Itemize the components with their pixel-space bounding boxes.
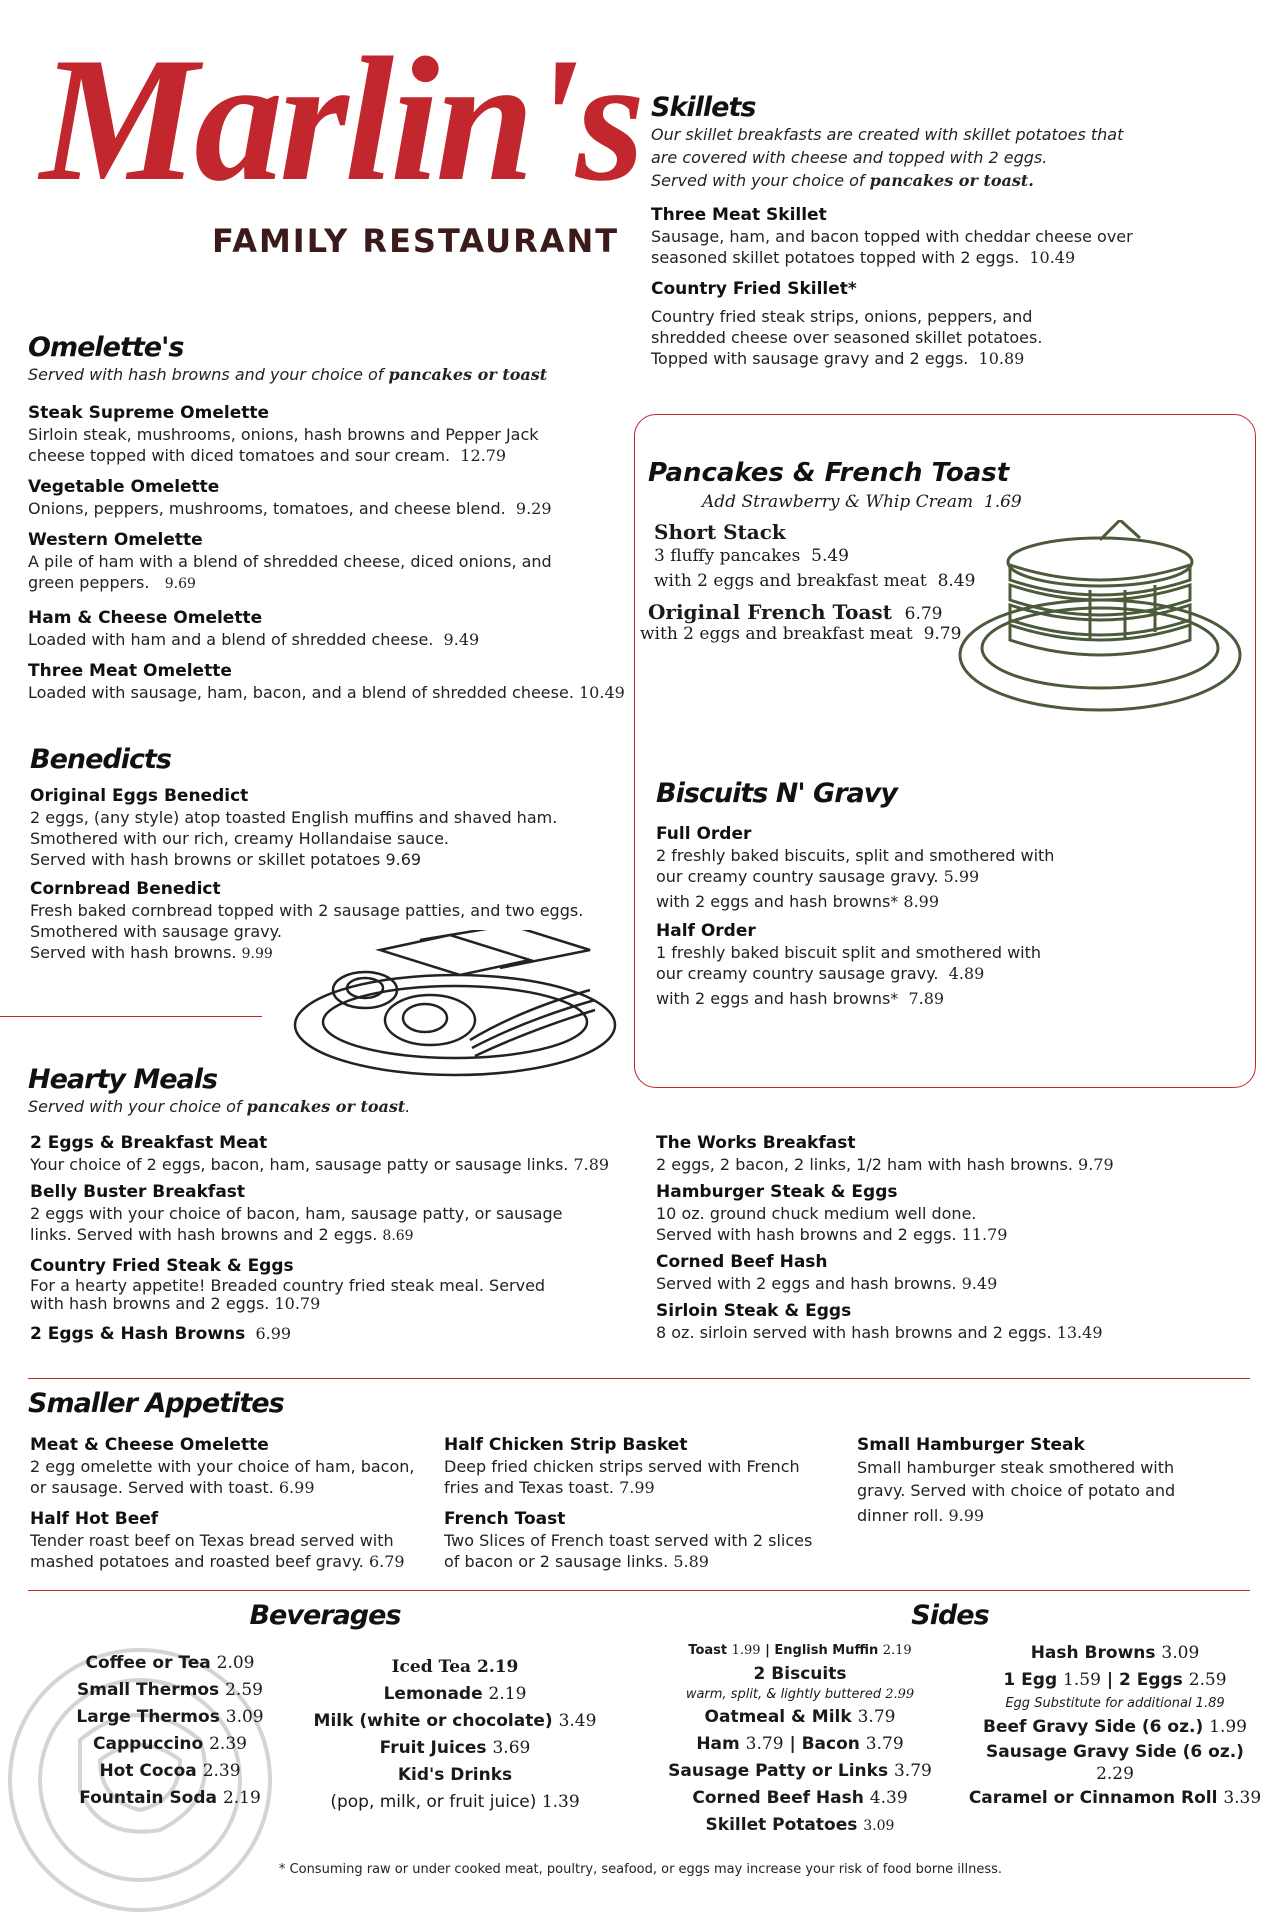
- price: 3.09: [225, 1707, 264, 1727]
- pancakes-note: Add Strawberry & Whip Cream: [702, 492, 974, 512]
- skillets-note: Our skillet breakfasts are created with skillet potatoes that are covered with cheese and topped with 2 eggs. Served with your choice of pancakes or toast.: [651, 125, 1124, 190]
- price: 5.89: [673, 1552, 709, 1571]
- menu-item: Iced Tea 2.19: [391, 1657, 519, 1677]
- price: 1.99: [731, 1643, 761, 1658]
- menu-item: Coffee or Tea 2.09: [85, 1653, 255, 1673]
- footer-disclaimer: * Consuming raw or under cooked meat, poultry, seafood, or eggs may increase your risk of food borne illness.: [278, 1862, 1003, 1877]
- price: 1.39: [541, 1792, 580, 1812]
- biscuits-section: Biscuits N' Gravy Full Order 2 freshly baked biscuits, split and smothered with our creamy country sausage gravy. 5.99 with 2 eggs and hash browns* 8.99 Half Order 1 freshly baked biscuit split and smothered with our creamy country sausage gravy. 4.89 with 2 eggs and hash browns* 7.89: [656, 778, 1236, 1009]
- menu-item: Toast 1.99 | English Muffin 2.19: [688, 1643, 912, 1658]
- omelettes-title: Omelette's: [28, 332, 184, 363]
- menu-item: Beef Gravy Side (6 oz.) 1.99: [982, 1717, 1247, 1737]
- beverages-col-2: [310, 1654, 600, 1816]
- price: 1.99: [1209, 1717, 1247, 1737]
- price: 3.79: [745, 1734, 784, 1754]
- price: 3.69: [492, 1738, 531, 1758]
- sides-col-2: [965, 1640, 1265, 1812]
- menu-item: Small Thermos 2.59: [77, 1680, 263, 1700]
- menu-item-note: warm, split, & lightly buttered 2.99: [685, 1687, 915, 1702]
- price: 2.19: [476, 1657, 519, 1677]
- menu-item-desc: Country fried steak strips, onions, peppers, and shredded cheese over seasoned skillet potatoes. Topped with sausage gravy and 2 eggs. 10.89: [651, 307, 1043, 368]
- menu-item: Cappuccino 2.39: [93, 1734, 247, 1754]
- menu-item: Hash Browns 3.09: [1030, 1643, 1200, 1663]
- pancakes-section: Pancakes & French Toast Add Strawberry & Whip Cream 1.69 Short Stack 3 fluffy pancakes 5.49 with 2 eggs and breakfast meat 8.49 Original French Toast 6.79 with 2 eggs and breakfast meat 9.79: [648, 458, 1048, 644]
- menu-item-name: 2 Eggs & Hash Browns: [30, 1324, 246, 1344]
- hearty-right-column: The Works Breakfast 2 eggs, 2 bacon, 2 links, 1/2 ham with hash browns. 9.79 Hamburger Steak & Eggs 10 oz. ground chuck medium well done. Served with hash browns and 2 eggs. 11.79 Corned Beef Hash Served with 2 eggs and hash browns. 9.49 Sirloin Steak & Eggs 8 oz. sirloin served with hash browns and 2 eggs. 13.49: [656, 1132, 1246, 1343]
- price: 9.99: [948, 1506, 985, 1525]
- menu-item-name: Vegetable Omelette: [28, 477, 220, 497]
- menu-item-name: Full Order: [656, 824, 752, 844]
- omelettes-note: Served with hash browns and your choice of pancakes or toast: [28, 365, 548, 384]
- sides-col-1: [640, 1640, 960, 1840]
- price: 6.99: [255, 1324, 292, 1343]
- divider-hearty: [28, 1378, 1250, 1379]
- menu-item: Fruit Juices 3.69: [379, 1738, 531, 1758]
- price: 2.09: [216, 1653, 255, 1673]
- menu-item: Lemonade 2.19: [383, 1684, 527, 1704]
- short-stack-name: Short Stack: [654, 520, 786, 544]
- menu-item-name: Three Meat Omelette: [28, 661, 232, 681]
- price: 9.69: [385, 850, 422, 869]
- price: 7.99: [619, 1478, 655, 1497]
- menu-item: 2 Biscuits: [753, 1664, 847, 1684]
- menu-item: Fountain Soda 2.19: [79, 1788, 261, 1808]
- price: 9.29: [515, 499, 552, 518]
- menu-item-name: Meat & Cheese Omelette: [30, 1435, 269, 1455]
- price: 9.49: [961, 1274, 998, 1293]
- price: 10.49: [579, 683, 625, 702]
- menu-item-name: Three Meat Skillet: [651, 205, 827, 225]
- beverages-title: Beverages: [249, 1600, 401, 1631]
- price: 9.49: [443, 630, 480, 649]
- price: 10.89: [978, 349, 1025, 368]
- price: 2.39: [202, 1761, 241, 1781]
- price: 2.29: [1096, 1764, 1134, 1784]
- menu-item-name: Corned Beef Hash: [656, 1252, 828, 1272]
- menu-item-name: Original Eggs Benedict: [30, 786, 249, 806]
- omelettes-section: Omelette's Served with hash browns and your choice of pancakes or toast Steak Supreme Omelette Sirloin steak, mushrooms, onions, hash browns and Pepper Jack cheese topped with diced tomatoes and sour cream. 12.79 Vegetable Omelette Onions, peppers, mushrooms, tomatoes, and cheese blend. 9.29 Western Omelette A pile of ham with a blend of shredded cheese, diced onions, and green peppers. 9.69 Ham & Cheese Omelette Loaded with ham and a blend of shredded cheese. 9.49 Three Meat Omelette Loaded with sausage, ham, bacon, and a blend of shredded cheese. 10.49: [28, 332, 638, 703]
- menu-item-name: Belly Buster Breakfast: [30, 1182, 246, 1202]
- divider-left: [0, 1016, 262, 1017]
- price: 9.69: [164, 576, 196, 592]
- price: 3.09: [863, 1818, 895, 1834]
- biscuits-title: Biscuits N' Gravy: [656, 778, 897, 809]
- price: 8.49: [937, 571, 976, 591]
- breakfast-plate-illustration: [290, 930, 630, 1080]
- price: 1.69: [983, 492, 1022, 512]
- menu-item-name: Steak Supreme Omelette: [28, 403, 270, 423]
- price: 6.79: [368, 1552, 405, 1571]
- price: 3.49: [558, 1711, 597, 1731]
- menu-item: Hot Cocoa 2.39: [99, 1761, 241, 1781]
- skillets-title: Skillets: [651, 92, 756, 123]
- price: 2.99: [885, 1687, 915, 1702]
- menu-item: Corned Beef Hash 4.39: [692, 1788, 908, 1808]
- menu-item-name: The Works Breakfast: [656, 1133, 856, 1153]
- menu-item: Oatmeal & Milk 3.79: [704, 1707, 896, 1727]
- price: 2.59: [225, 1680, 263, 1700]
- price: 9.79: [1078, 1155, 1114, 1174]
- price: 2.19: [222, 1788, 261, 1808]
- price: 2.59: [1188, 1670, 1227, 1690]
- menu-item: Caramel or Cinnamon Roll 3.39: [968, 1788, 1262, 1808]
- price: 3.39: [1223, 1788, 1262, 1808]
- sides-title: Sides: [911, 1600, 989, 1631]
- price: 10.49: [1029, 248, 1076, 267]
- divider-smaller: [28, 1590, 1250, 1591]
- price: 1.59: [1063, 1670, 1101, 1690]
- price: 4.39: [869, 1788, 908, 1808]
- smaller-col-2: Half Chicken Strip Basket Deep fried chicken strips served with French fries and Texas toast. 7.99 French Toast Two Slices of French toast served with 2 slices of bacon or 2 sausage links. 5.89: [444, 1434, 854, 1572]
- menu-item: Sausage Patty or Links 3.79: [668, 1761, 932, 1781]
- menu-item-name: Country Fried Skillet*: [651, 279, 857, 299]
- hearty-title: Hearty Meals: [28, 1064, 218, 1095]
- menu-item-name: French Toast: [444, 1509, 566, 1529]
- smaller-title: Smaller Appetites: [28, 1388, 284, 1419]
- menu-item-name: Half Chicken Strip Basket: [444, 1435, 688, 1455]
- price: 9.99: [241, 946, 273, 962]
- price: 9.79: [923, 624, 962, 644]
- price: 8.99: [903, 892, 940, 911]
- price: 13.49: [1056, 1323, 1103, 1342]
- menu-item-name: 2 Eggs & Breakfast Meat: [30, 1133, 268, 1153]
- price: 8.69: [382, 1228, 414, 1244]
- menu-item-note: Egg Substitute for additional 1.89: [1005, 1696, 1225, 1711]
- benedicts-section: Benedicts Original Eggs Benedict 2 eggs, (any style) atop toasted English muffins and shaved ham. Smothered with our rich, creamy Hollandaise sauce. Served with hash browns or skillet potatoes 9.69 Cornbread Benedict Fresh baked cornbread topped with 2 sausage patties, and two eggs. Smothered with sausage gravy. Served with hash browns. 9.99: [30, 744, 640, 965]
- price: 12.79: [460, 446, 507, 465]
- menu-item: Kid's Drinks: [397, 1765, 513, 1785]
- menu-item-name: Sirloin Steak & Eggs: [656, 1301, 852, 1321]
- benedicts-title: Benedicts: [30, 744, 171, 775]
- menu-item-name: Half Hot Beef: [30, 1509, 159, 1529]
- smaller-col-1: Meat & Cheese Omelette 2 egg omelette with your choice of ham, bacon, or sausage. Served with toast. 6.99 Half Hot Beef Tender roast beef on Texas bread served with mashed potatoes and roasted beef gravy. 6.79: [30, 1434, 440, 1572]
- price: 3.79: [857, 1707, 896, 1727]
- price: 4.89: [948, 964, 985, 983]
- price: 6.79: [904, 604, 943, 624]
- beverages-col-1: [60, 1650, 280, 1812]
- menu-item: Milk (white or chocolate) 3.49: [313, 1711, 597, 1731]
- menu-item: Skillet Potatoes 3.09: [705, 1815, 895, 1835]
- menu-item: Sausage Gravy Side (6 oz.) 2.29: [986, 1742, 1244, 1784]
- price: 3.09: [1161, 1643, 1200, 1663]
- price: 7.89: [573, 1155, 610, 1174]
- pancakes-title: Pancakes & French Toast: [648, 458, 1010, 488]
- price: 11.79: [961, 1225, 1008, 1244]
- menu-item-name: Half Order: [656, 921, 756, 941]
- skillets-section: [651, 92, 1211, 369]
- price: 6.99: [278, 1478, 315, 1497]
- menu-item-name: Ham & Cheese Omelette: [28, 608, 263, 628]
- price: 2.39: [209, 1734, 247, 1754]
- menu-item-name: Cornbread Benedict: [30, 879, 221, 899]
- menu-item-name: Western Omelette: [28, 530, 203, 550]
- menu-item-name: Small Hamburger Steak: [857, 1435, 1085, 1455]
- price: 7.89: [908, 989, 945, 1008]
- menu-item-name: Hamburger Steak & Eggs: [656, 1182, 898, 1202]
- smaller-col-3: Small Hamburger Steak Small hamburger steak smothered with gravy. Served with choice of potato and dinner roll. 9.99: [857, 1434, 1257, 1527]
- menu-item: Large Thermos 3.09: [76, 1707, 264, 1727]
- price: 5.99: [943, 867, 980, 886]
- pancake-stack-illustration: [950, 520, 1250, 720]
- price: 3.79: [893, 1761, 932, 1781]
- price: 3.79: [865, 1734, 904, 1754]
- french-toast-name: Original French Toast: [648, 600, 892, 624]
- hearty-note: Served with your choice of pancakes or toast.: [28, 1097, 411, 1116]
- menu-item-note: (pop, milk, or fruit juice) 1.39: [330, 1792, 580, 1812]
- menu-item-name: Country Fried Steak & Eggs: [30, 1256, 294, 1276]
- logo-tagline: FAMILY RESTAURANT: [212, 222, 620, 260]
- hearty-section: [28, 1064, 1248, 1118]
- hearty-left-column: 2 Eggs & Breakfast Meat Your choice of 2 eggs, bacon, ham, sausage patty or sausage links. 7.89 Belly Buster Breakfast 2 eggs with your choice of bacon, ham, sausage patty, or sausage links. Served with hash browns and 2 eggs. 8.69 Country Fried Steak & Eggs For a hearty appetite! Breaded country fried steak meal. Served with hash browns and 2 eggs. 10.79 2 Eggs & Hash Browns 6.99: [30, 1132, 640, 1345]
- menu-item-desc: Sausage, ham, and bacon topped with cheddar cheese over seasoned skillet potatoes topped with 2 eggs. 10.49: [651, 227, 1133, 267]
- price: 10.79: [274, 1294, 321, 1313]
- price: 2.19: [882, 1643, 912, 1658]
- menu-item: 1 Egg 1.59 | 2 Eggs 2.59: [1003, 1670, 1227, 1690]
- price: 2.19: [488, 1684, 527, 1704]
- logo-wordmark: Marlin's: [40, 20, 642, 218]
- price: 5.49: [811, 546, 849, 566]
- menu-item: Ham 3.79 | Bacon 3.79: [696, 1734, 904, 1754]
